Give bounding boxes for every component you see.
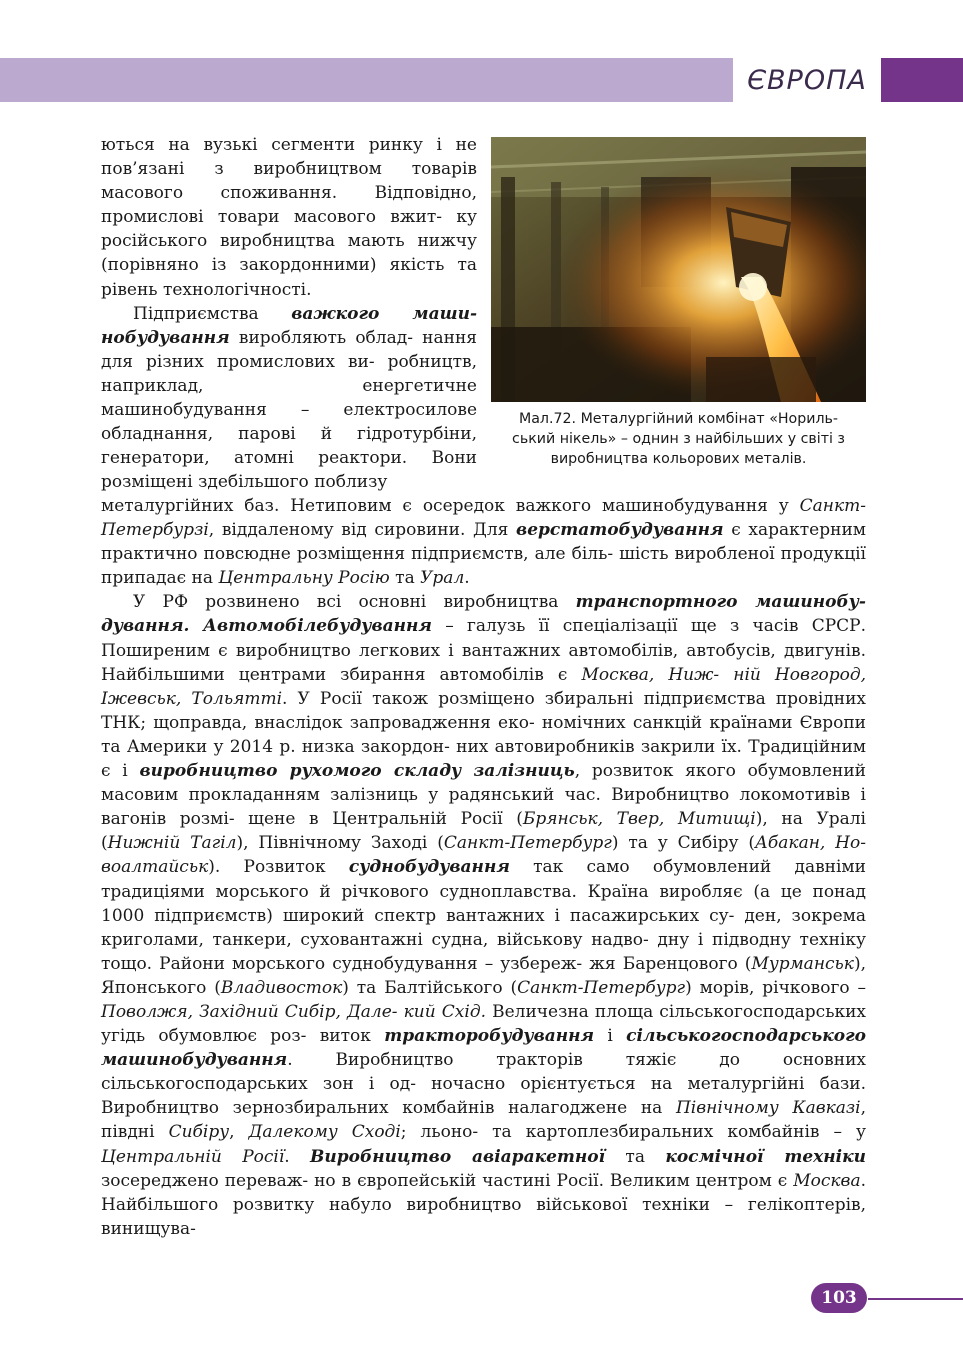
place-name: Поволжя, Західний Сибір, Дале- кий Схід. bbox=[101, 1001, 486, 1022]
place-name: Урал bbox=[420, 568, 465, 589]
place-name: Санкт-Петербург bbox=[517, 977, 686, 998]
place-name: Брянськ, Твер, Митищі bbox=[522, 809, 756, 830]
place-name: Москва bbox=[793, 1170, 861, 1191]
paragraph bbox=[101, 302, 477, 495]
caption-line: виробництва кольорових металів. bbox=[550, 451, 807, 467]
text-run: ), на Уралі ( bbox=[101, 809, 866, 854]
figure-caption bbox=[491, 409, 866, 469]
text-run: Підприємства bbox=[133, 303, 292, 324]
text-run: . bbox=[464, 568, 470, 589]
text-run: та bbox=[389, 568, 421, 589]
emphasis-term: транспортного машинобу- дування. Автомобілебудування bbox=[101, 592, 866, 637]
caption-line: ський нікель» – однин з найбільших у світі з bbox=[512, 431, 845, 447]
footer-rule bbox=[868, 1298, 963, 1300]
place-name: Далекому Сході bbox=[248, 1122, 401, 1143]
text-run: ) та у Сибіру ( bbox=[611, 833, 756, 854]
text-run: є характерним практично повсюдне розміщення підприємств, але біль- шість виробленої продукції припадає на bbox=[101, 520, 866, 589]
text-run: так само обумовлений давніми традиціями морського й річкового судноплавства. Країна виробляє (а це понад 1000 підприємств) широкий спектр вантажних і пасажирських су- ден, зокрема криголами, танкери, суховантажні судна, військову надво- дну і підводну техніку тощо. Райони морського суднобудування – узбереж- жя Баренцового ( bbox=[101, 857, 866, 974]
paragraph bbox=[101, 590, 866, 1241]
main-body-text bbox=[101, 494, 866, 1241]
figure-photo bbox=[491, 137, 866, 402]
header-accent-block bbox=[881, 58, 963, 102]
place-name: Мурманськ bbox=[751, 953, 854, 974]
text-run: ), Японського ( bbox=[101, 953, 866, 998]
text-run: У РФ розвинено всі основні виробництва bbox=[133, 592, 576, 613]
section-title: ЄВРОПА bbox=[747, 64, 867, 96]
place-name: Владивосток bbox=[220, 977, 343, 998]
text-run: , bbox=[229, 1122, 249, 1143]
text-run: . bbox=[284, 1146, 311, 1167]
text-run: ) та Балтійського ( bbox=[342, 977, 518, 998]
place-name: Абакан, Но- воалтайськ bbox=[101, 833, 866, 878]
text-run: ; льоно- та картоплезбиральних комбайнів – у bbox=[400, 1122, 866, 1143]
caption-line: Мал.72. Металургійний комбінат «Нориль- bbox=[518, 411, 839, 427]
paragraph: ються на вузькі сегменти ринку і не пов’язані з виробництвом товарів масового споживання. Відповідно, промислові товари масового вжит- ку російського виробництва мають нижчу (порівняно із закордонними) якість та рівень технологічності. bbox=[101, 135, 477, 300]
place-name: Нижній Тагіл bbox=[107, 833, 237, 854]
left-column-text bbox=[101, 133, 477, 494]
text-run: Величезна площа сільськогосподарських угідь обумовлює роз- виток bbox=[101, 1001, 866, 1047]
page-number: 103 bbox=[811, 1283, 867, 1313]
text-run: та bbox=[605, 1146, 666, 1167]
emphasis-term: космічної техніки bbox=[665, 1146, 866, 1167]
text-run: , віддаленому від сировини. Для bbox=[208, 520, 517, 541]
text-run: – галузь її спеціалізації ще з часів СРСР. Поширеним є виробництво легкових і вантажних автомобілів, автобусів, двигунів. Найбільшими центрами збирання автомобілів є bbox=[101, 616, 866, 685]
text-run: металургійних баз. Нетиповим є осередок важкого машинобудування у bbox=[101, 496, 800, 516]
metallurgical-plant-image bbox=[491, 137, 866, 402]
place-name: Північному Кавказі bbox=[675, 1098, 861, 1119]
emphasis-term: тракторобудування bbox=[384, 1026, 595, 1047]
text-run: виробляють облад- нання для різних промислових ви- робництв, наприклад, енергетичне машинобудування – електросилове обладнання, парові й гідротурбіни, генератори, атомні реактори. Вони розміщені здебільшого поблизу bbox=[101, 327, 477, 493]
emphasis-term: верстатобудування bbox=[516, 520, 724, 541]
emphasis-term: сільськогосподарського машинобудування bbox=[101, 1026, 866, 1071]
place-name: Санкт-Петербург bbox=[443, 833, 612, 854]
text-run: і bbox=[594, 1026, 627, 1047]
emphasis-term: виробництво рухомого складу залізниць bbox=[139, 761, 575, 782]
text-run: , півдні bbox=[101, 1098, 867, 1143]
emphasis-term: суднобудування bbox=[348, 857, 510, 878]
text-run: . Найбільшого розвитку набуло виробництво військової техніки – гелікоптерів, винищува- bbox=[101, 1170, 866, 1239]
text-run: ), Північному Заході ( bbox=[236, 833, 444, 854]
place-name: Санкт-Петербурзі bbox=[101, 496, 866, 541]
place-name: Центральній Росії bbox=[101, 1146, 285, 1167]
emphasis-term: Виробництво авіаракетної bbox=[310, 1146, 606, 1167]
place-name: Сибіру bbox=[168, 1122, 230, 1143]
text-run: . У Росії також розміщено збиральні підприємства провідних ТНК; щоправда, внаслідок запровадження еко- номічних санкцій країнами Європи та Америки у 2014 р. низка закордон- них автовиробників закрили їх. Традиційним є і bbox=[101, 688, 866, 782]
text-run: ). Розвиток bbox=[208, 857, 349, 878]
header-band bbox=[0, 58, 733, 102]
text-run: зосереджено переваж- но в європейській частині Росії. Великим центром є bbox=[101, 1170, 794, 1191]
place-name: Москва, Ниж- ній Новгород, Іжевськ, Тольятті bbox=[101, 664, 866, 709]
emphasis-term: важкого маши- нобудування bbox=[101, 303, 477, 348]
text-run: ) морів, річкового – bbox=[685, 977, 866, 998]
text-run: , розвиток якого обумовлений масовим прокладанням залізниць у радянський час. Виробництво локомотивів і вагонів розмі- щене в Центральній Росії ( bbox=[101, 761, 867, 830]
place-name: Центральну Росію bbox=[218, 568, 390, 589]
paragraph bbox=[101, 494, 866, 590]
text-run: . Виробництво тракторів тяжіє до основних сільськогосподарських зон і од- ночасно орієнтується на металургійні бази. Виробництво зернозбиральних комбайнів налагоджене на bbox=[101, 1050, 866, 1119]
